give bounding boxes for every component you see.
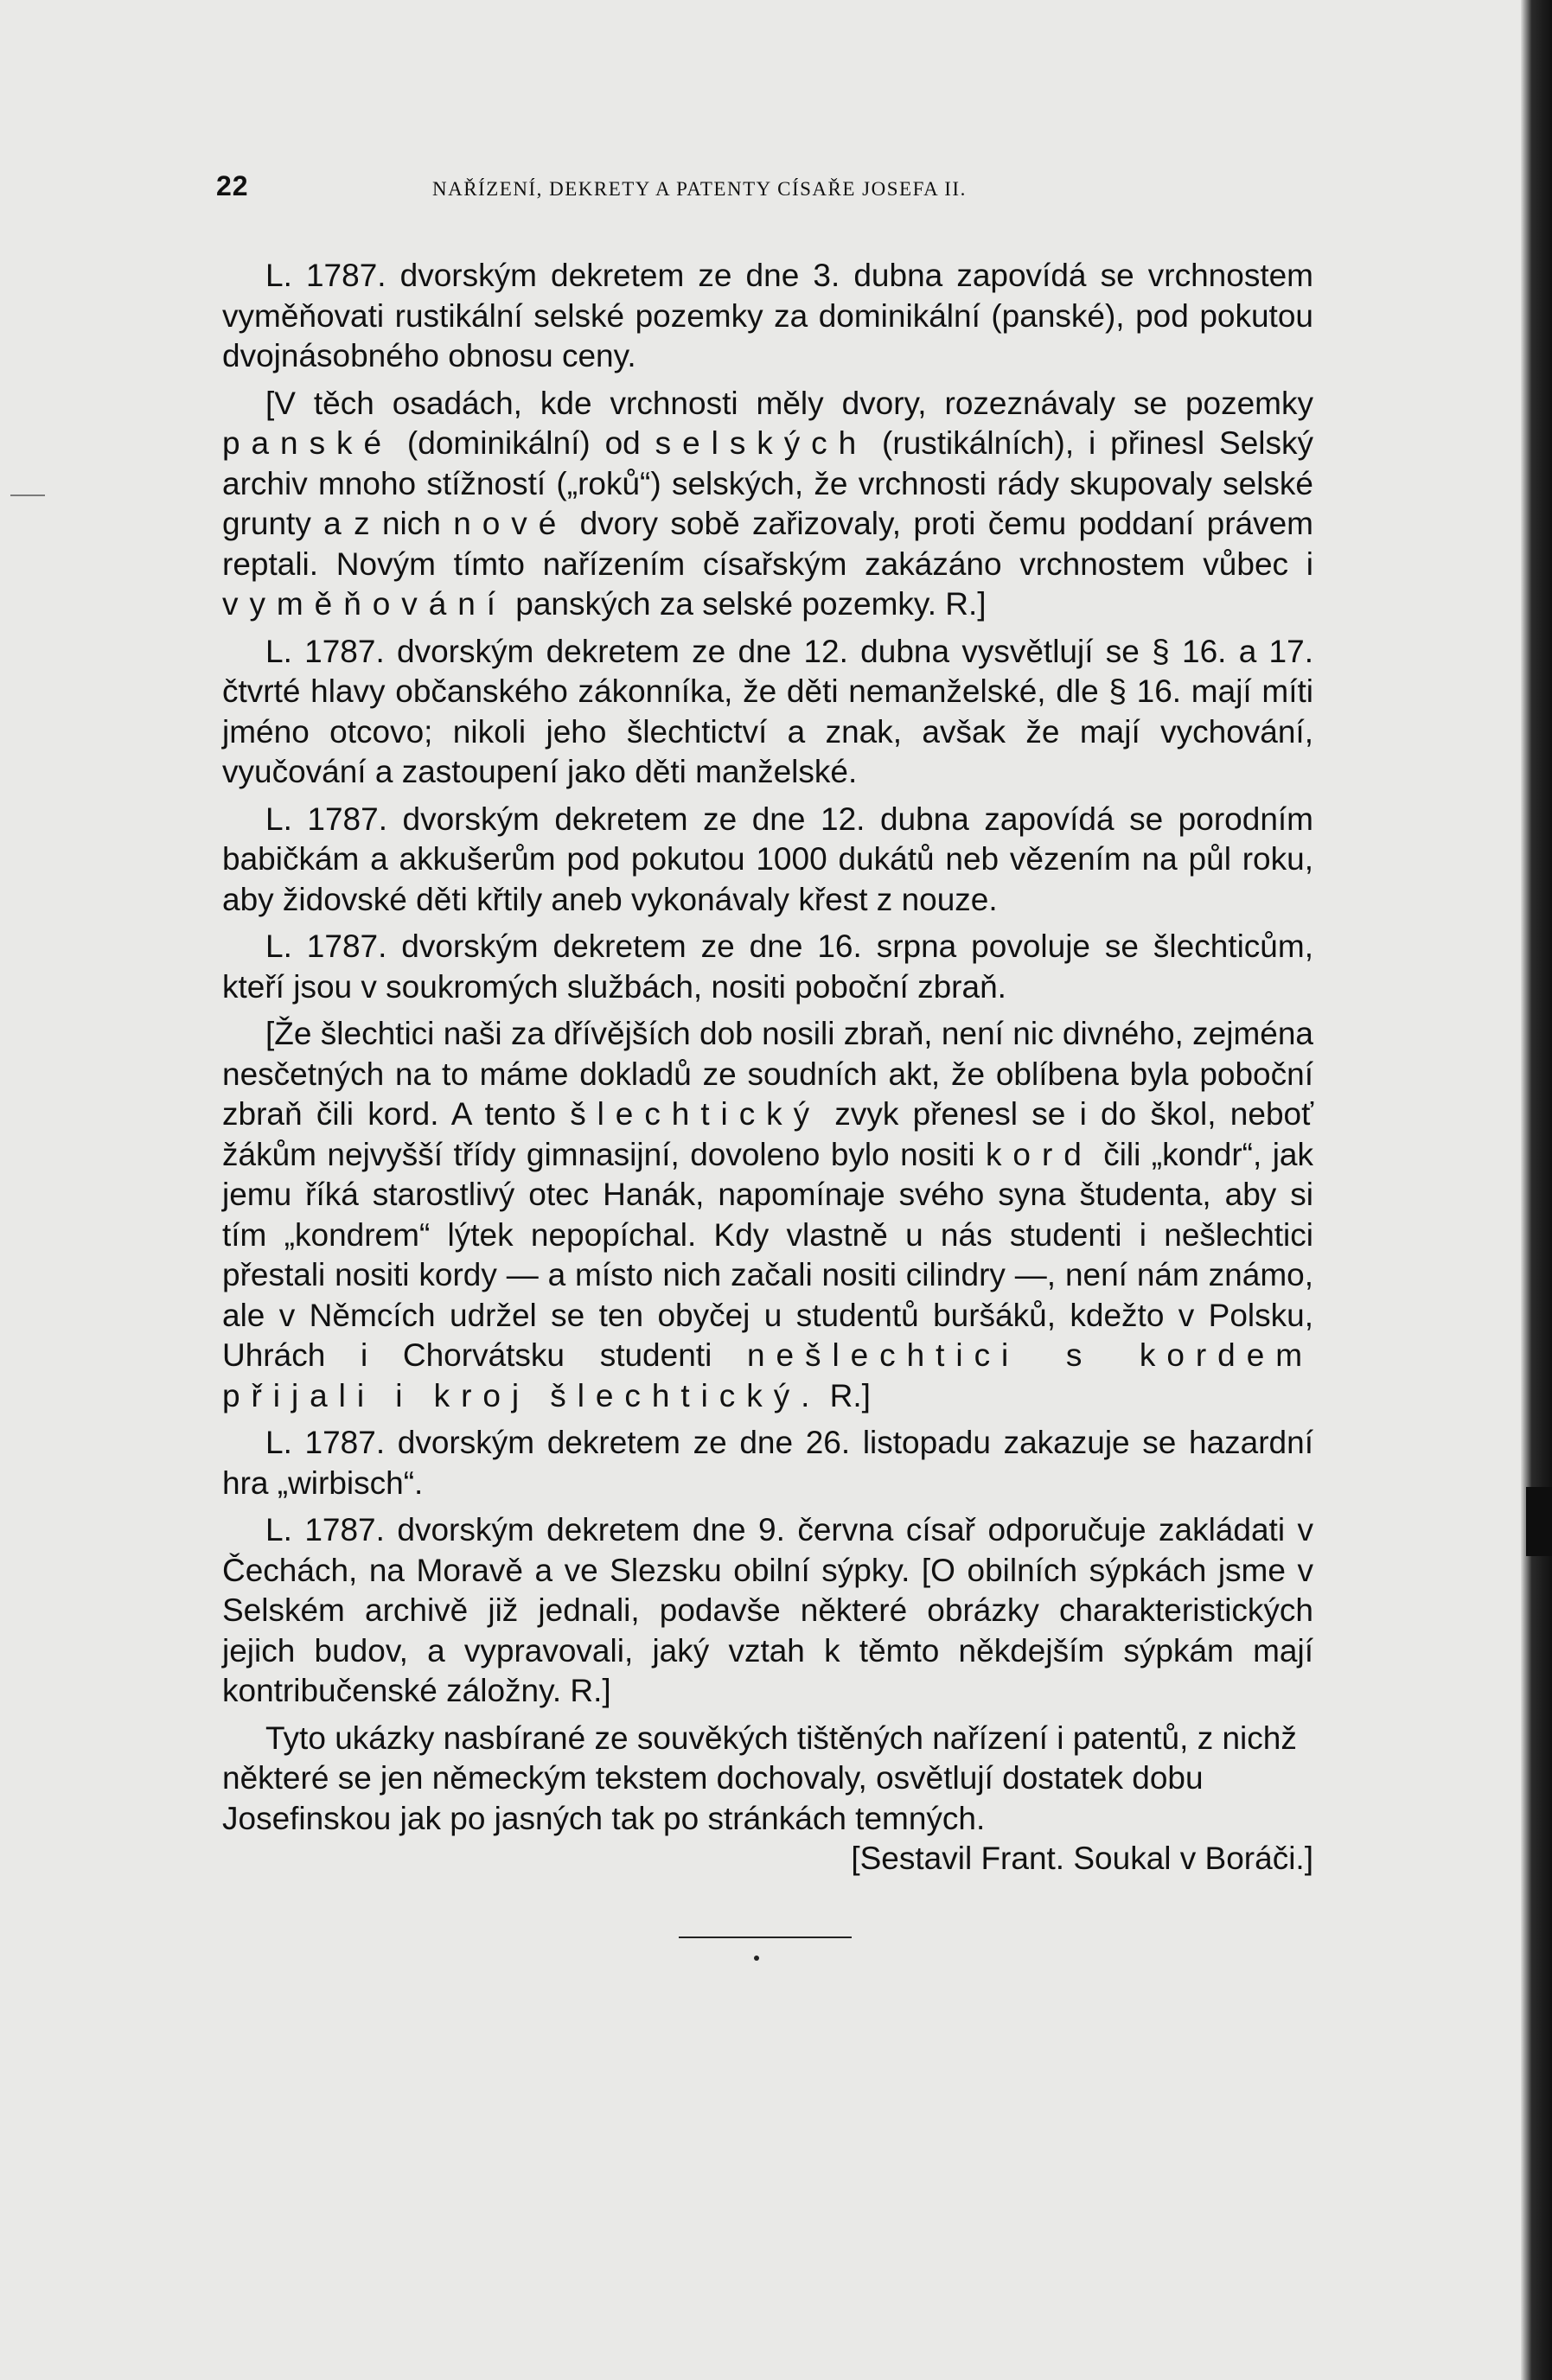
paragraph-text: L. 1787. dvorským dekretem ze dne 12. dubna vysvětlují se § 16. a 17. čtvrté hlavy občanského zákonníka, že děti nemanželské, dle § 16. mají míti jméno otcovo; nikoli jeho šlechtictví a znak, avšak že mají vychování, vyučování a zastoupení jako děti manželské. — [222, 633, 1313, 789]
spaced-emphasis-text: selských — [655, 425, 868, 461]
signature: [Sestavil Frant. Soukal v Boráči.] — [851, 1841, 1313, 1876]
spaced-emphasis-text: nové — [453, 506, 568, 541]
paragraph-text: (dominikální) od — [393, 425, 655, 461]
spaced-emphasis-text: kord — [985, 1136, 1093, 1172]
paragraph-text: L. 1787. dvorským dekretem ze dne 16. srpna povoluje se šlechticům, kteří jsou v soukromých službách, nositi poboční zbraň. — [222, 928, 1313, 1005]
paragraph-text: [Že šlechtici naši za dřívějších dob nosili zbraň, není nic divného, zejména nesčetných na to máme dokladů ze soudních akt, že oblíbena byla poboční zbraň čili kord. A tento — [222, 1016, 1313, 1132]
paragraph-text: čili „kondr“, jak jemu říká starostlivý otec Hanák, napomínaje svého syna študenta, aby si tím „kondrem“ lýtek nepopíchal. Kdy vlastně u nás studenti i nešlechtici přestali nositi kordy — a místo nich začali nositi cilindry —, není nám známo, ale v Němcích udržel se ten obyčej u studentů buršáků, kdežto v Polsku, Uhrách i Chorvátsku studenti — [222, 1136, 1314, 1373]
binding-mark — [1526, 1487, 1552, 1556]
paragraph-text: dvory sobě zařizovaly, proti čemu poddaní právem reptali. Novým tímto nařízením císařským zakázáno vrchnostem vůbec i — [222, 506, 1313, 582]
paragraph-text: zvyk přenesl se i do škol, neboť žákům nejvyšší třídy gimnasijní, dovoleno bylo nositi — [222, 1096, 1313, 1172]
paragraph — [222, 1014, 1313, 1416]
paragraph — [222, 384, 1313, 625]
paragraph-text: L. 1787. dvorským dekretem ze dne 26. listopadu zakazuje se hazardní hra „wirbisch“. — [222, 1425, 1313, 1501]
paragraph — [222, 1423, 1313, 1503]
paragraph — [222, 800, 1313, 921]
page-number: 22 — [216, 170, 249, 201]
paragraph-text: R.] — [821, 1377, 871, 1413]
paragraph-text: panských za selské pozemky. R.] — [507, 586, 987, 622]
paragraph — [222, 256, 1313, 377]
body-text — [222, 256, 1313, 1879]
spaced-emphasis-text: nešlechtici s kordem přijali i kroj šlechtický. — [222, 1337, 1313, 1413]
paragraph-text: L. 1787. dvorským dekretem dne 9. června císař odporučuje zakládati v Čechách, na Moravě a ve Slezsku obilní sýpky. [O obilních sýpkách jsme v Selském archivě již jednali, podavše některé obrázky charakteristických jejich budov, a vypravovali, jaký vztah k těmto někdejším sýpkám mají kontribučenské záložny. R.] — [222, 1512, 1313, 1708]
spaced-emphasis-text: šlechtický — [570, 1096, 821, 1132]
spaced-emphasis-text: panské — [222, 425, 393, 461]
closing-paragraph — [222, 1719, 1313, 1876]
paragraph-text: L. 1787. dvorským dekretem ze dne 12. dubna zapovídá se porodním babičkám a akkušerům pod pokutou 1000 dukátů neb vězením na půl roku, aby židovské děti křtily aneb vykonávaly křest z nouze. — [222, 801, 1313, 917]
running-title: NAŘÍZENÍ, DEKRETY A PATENTY CÍSAŘE JOSEFA II. — [432, 178, 967, 200]
paragraph-text: [V těch osadách, kde vrchnosti měly dvory, rozeznávaly se pozemky — [265, 385, 1313, 421]
margin-mark — [10, 495, 45, 496]
page-binding-edge — [1521, 0, 1552, 2380]
end-rule — [679, 1937, 852, 1938]
closing-text: Tyto ukázky nasbírané ze souvěkých tištěných nařízení i patentů, z nichž některé se jen německým tekstem dochovaly, osvětlují dostatek dobu Josefinskou jak po jasných tak po stránkách temných. — [222, 1720, 1297, 1836]
paragraph-list — [222, 256, 1313, 1712]
spaced-emphasis-text: vyměňování — [222, 586, 507, 622]
paragraph — [222, 927, 1313, 1007]
paragraph — [222, 1510, 1313, 1712]
paragraph-text: (rustikálních), i přinesl Selský archiv mnoho stížností („roků“) selských, že vrchnosti rády skupovaly selské grunty a z nich — [222, 425, 1313, 541]
end-ornament — [754, 1956, 759, 1961]
paragraph-text: L. 1787. dvorským dekretem ze dne 3. dubna zapovídá se vrchnostem vyměňovati rustikální selské pozemky za dominikální (panské), pod pokutou dvojnásobného obnosu ceny. — [222, 258, 1313, 373]
paragraph — [222, 632, 1313, 793]
